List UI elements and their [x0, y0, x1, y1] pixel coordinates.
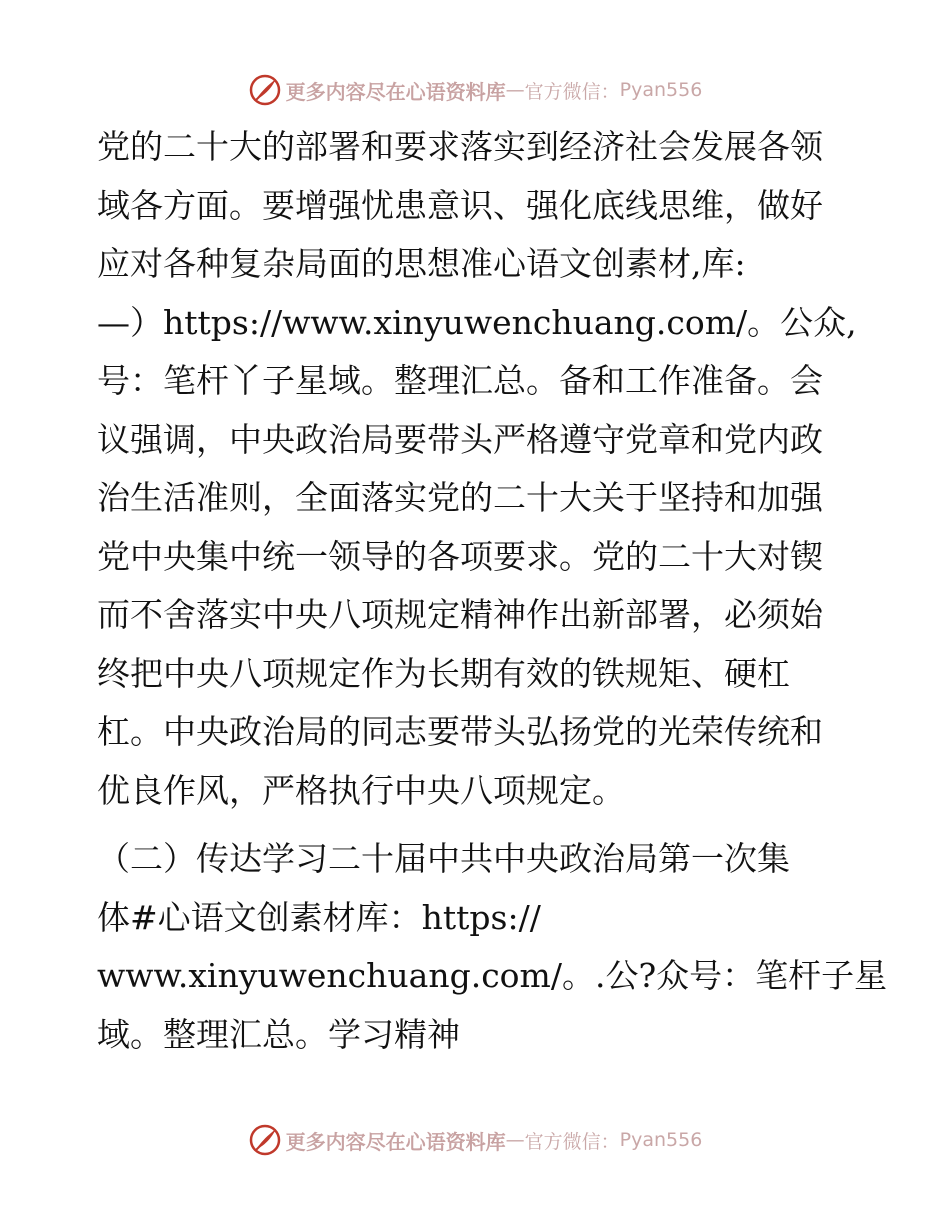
- text-line: 治生活准则，全面落实党的二十大关于坚持和加强: [97, 478, 823, 517]
- text-line: 议强调，中央政治局要带头严格遵守党章和党内政: [97, 419, 823, 459]
- text-line: —）https://www.xinyuwenchuang.com/。公众,: [97, 302, 857, 342]
- text-line: 党的二十大的部署和要求落实到经济社会发展各领: [97, 127, 823, 166]
- feather-pen-logo-icon: [248, 1123, 282, 1157]
- watermark-contact-id: Pyan556: [619, 1129, 703, 1151]
- document-body: [97, 118, 888, 1064]
- text-line: 杠。中央政治局的同志要带头弘扬党的光荣传统和: [97, 712, 823, 751]
- text-line: 体#心语文创素材库：https://: [97, 897, 541, 937]
- watermark-contact-label: 官方微信：: [524, 1130, 620, 1153]
- text-line: 终把中央八项规定作为长期有效的铁规矩、硬杠: [97, 653, 790, 693]
- feather-pen-logo-icon: [248, 73, 282, 107]
- text-line: 而不舍落实中央八项规定精神作出新部署，必须始: [97, 595, 823, 634]
- text-line: 优良作风，严格执行中央八项规定。: [97, 770, 625, 810]
- text-line: 党中央集中统一领导的各项要求。党的二十大对锲: [97, 536, 823, 576]
- watermark-contact-label: 官方微信：: [524, 80, 620, 103]
- text-line: （二）传达学习二十届中共中央政治局第一次集: [97, 839, 790, 878]
- text-line: www.xinyuwenchuang.com/。.公?众号：笔杆子星: [97, 956, 888, 995]
- paragraph-1: [97, 118, 857, 820]
- text-line: 域。整理汇总。学习精神: [97, 1014, 460, 1054]
- footer-watermark: [0, 1120, 950, 1160]
- watermark-contact-id: Pyan556: [619, 79, 703, 101]
- text-line: 号：笔杆丫子星域。整理汇总。备和工作准备。会: [97, 361, 823, 400]
- watermark-main-text: 更多内容尽在心语资料库: [285, 1129, 506, 1154]
- text-line: 域各方面。要增强忧患意识、强化底线思维，做好: [97, 185, 823, 225]
- header-watermark: [0, 70, 950, 110]
- watermark-main-text: 更多内容尽在心语资料库: [285, 79, 506, 104]
- watermark-separator: —: [505, 79, 525, 101]
- paragraph-gap: [97, 820, 857, 830]
- watermark-separator: —: [505, 1129, 525, 1151]
- paragraph-2: [97, 830, 888, 1064]
- text-line: 应对各种复杂局面的思想准心语文创素材,库:: [97, 244, 746, 283]
